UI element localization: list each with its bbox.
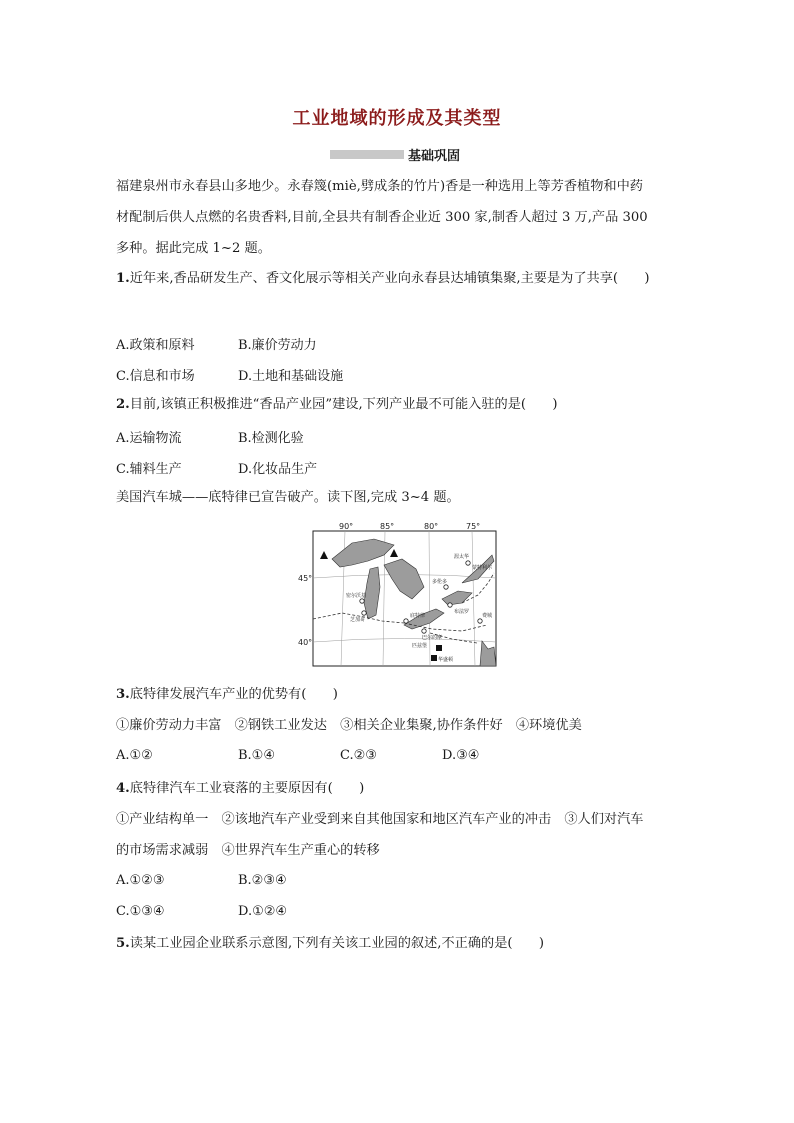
city-label: 多伦多 — [432, 579, 448, 585]
map-svg — [298, 521, 497, 671]
option-a[interactable]: A.政策和原料 — [116, 338, 195, 353]
page-title: 工业地域的形成及其类型 — [292, 108, 502, 129]
question-text: 读某工业园企业联系示意图,下列有关该工业园的叙述,不正确的是( ) — [129, 936, 545, 951]
city-label: 蒙特利尔 — [472, 565, 493, 571]
city-toronto — [444, 585, 448, 589]
statements-line: 的市场需求减弱 ④世界汽车生产重心的转移 — [116, 843, 380, 858]
map-frame — [313, 531, 496, 666]
option-a[interactable]: A.①② — [116, 748, 153, 763]
city-detroit — [404, 619, 408, 623]
option-b[interactable]: B.②③④ — [238, 873, 287, 888]
question-number: 1. — [116, 271, 130, 286]
city-label: 芝加哥 — [350, 617, 366, 623]
section-bar — [330, 150, 404, 159]
statements-line: ①廉价劳动力丰富 ②钢铁工业发达 ③相关企业集聚,协作条件好 ④环境优美 — [116, 718, 582, 733]
city-label: 巴尔的摩 — [422, 635, 443, 641]
option-c[interactable]: C.信息和市场 — [116, 369, 195, 384]
option-d[interactable]: D.化妆品生产 — [238, 462, 318, 477]
lon-label: 80° — [424, 522, 439, 531]
city-ottawa — [466, 561, 470, 565]
option-b[interactable]: B.检测化验 — [238, 431, 304, 446]
option-c[interactable]: C.辅料生产 — [116, 462, 182, 477]
lon-label: 75° — [466, 522, 481, 531]
question-number: 5. — [116, 936, 130, 951]
city-milwaukee — [360, 599, 364, 603]
lon-label: 90° — [339, 522, 354, 531]
city-label: 匹兹堡 — [412, 643, 428, 649]
city-chicago — [362, 611, 366, 615]
question-number: 2. — [116, 397, 130, 412]
great-lakes-map — [298, 521, 497, 671]
question-3 — [116, 686, 338, 704]
city-washington-marker — [436, 645, 442, 651]
question-5 — [116, 935, 544, 953]
city-pittsburgh — [422, 629, 426, 633]
intro-paragraph-2: 美国汽车城——底特律已宣告破产。读下图,完成 3~4 题。 — [116, 490, 460, 505]
section-heading — [330, 146, 460, 162]
city-label: 费城 — [482, 613, 493, 619]
intro-paragraph-line: 材配制后供人点燃的名贵香料,目前,全县共有制香企业近 300 家,制香人超过 3 万,产品 300 — [116, 210, 648, 225]
option-a[interactable]: A.①②③ — [116, 873, 165, 888]
option-b[interactable]: B.①④ — [238, 748, 275, 763]
section-label: 基础巩固 — [408, 148, 461, 164]
city-buffalo — [448, 603, 452, 607]
statements-line: ①产业结构单一 ②该地汽车产业受到来自其他国家和地区汽车产业的冲击 ③人们对汽车 — [116, 812, 644, 827]
question-2 — [116, 396, 558, 414]
option-c[interactable]: C.②③ — [340, 748, 377, 763]
option-d[interactable]: D.①②④ — [238, 904, 288, 919]
intro-paragraph-line: 福建泉州市永春县山多地少。永春篾(miè,劈成条的竹片)香是一种选用上等芳香植物和中药 — [116, 179, 643, 194]
option-b[interactable]: B.廉价劳动力 — [238, 338, 317, 353]
question-text: 目前,该镇正积极推进“香品产业园”建设,下列产业最不可能入驻的是( ) — [129, 397, 558, 412]
city-label: 底特律 — [410, 613, 426, 619]
question-4 — [116, 780, 364, 798]
option-d[interactable]: D.土地和基础设施 — [238, 369, 344, 384]
lon-label: 85° — [380, 522, 395, 531]
city-label: 华盛顿 — [438, 657, 454, 663]
option-a[interactable]: A.运输物流 — [116, 431, 182, 446]
city-baltimore-marker — [431, 655, 437, 661]
city-philadelphia — [478, 619, 482, 623]
option-c[interactable]: C.①③④ — [116, 904, 165, 919]
question-1 — [116, 270, 650, 288]
question-number: 3. — [116, 687, 130, 702]
city-label: 密尔沃基 — [346, 593, 367, 599]
question-text: 底特律发展汽车产业的优势有( ) — [129, 687, 338, 702]
city-label: 渥太华 — [454, 554, 470, 560]
question-text: 近年来,香品研发生产、香文化展示等相关产业向永春县达埔镇集聚,主要是为了共享( ) — [129, 271, 650, 286]
question-number: 4. — [116, 781, 130, 796]
option-d[interactable]: D.③④ — [442, 748, 480, 763]
lat-label: 45° — [298, 574, 313, 583]
lat-label: 40° — [298, 638, 313, 647]
intro-paragraph-line: 多种。据此完成 1~2 题。 — [116, 241, 271, 256]
question-text: 底特律汽车工业衰落的主要原因有( ) — [129, 781, 365, 796]
city-label: 布法罗 — [454, 609, 470, 615]
